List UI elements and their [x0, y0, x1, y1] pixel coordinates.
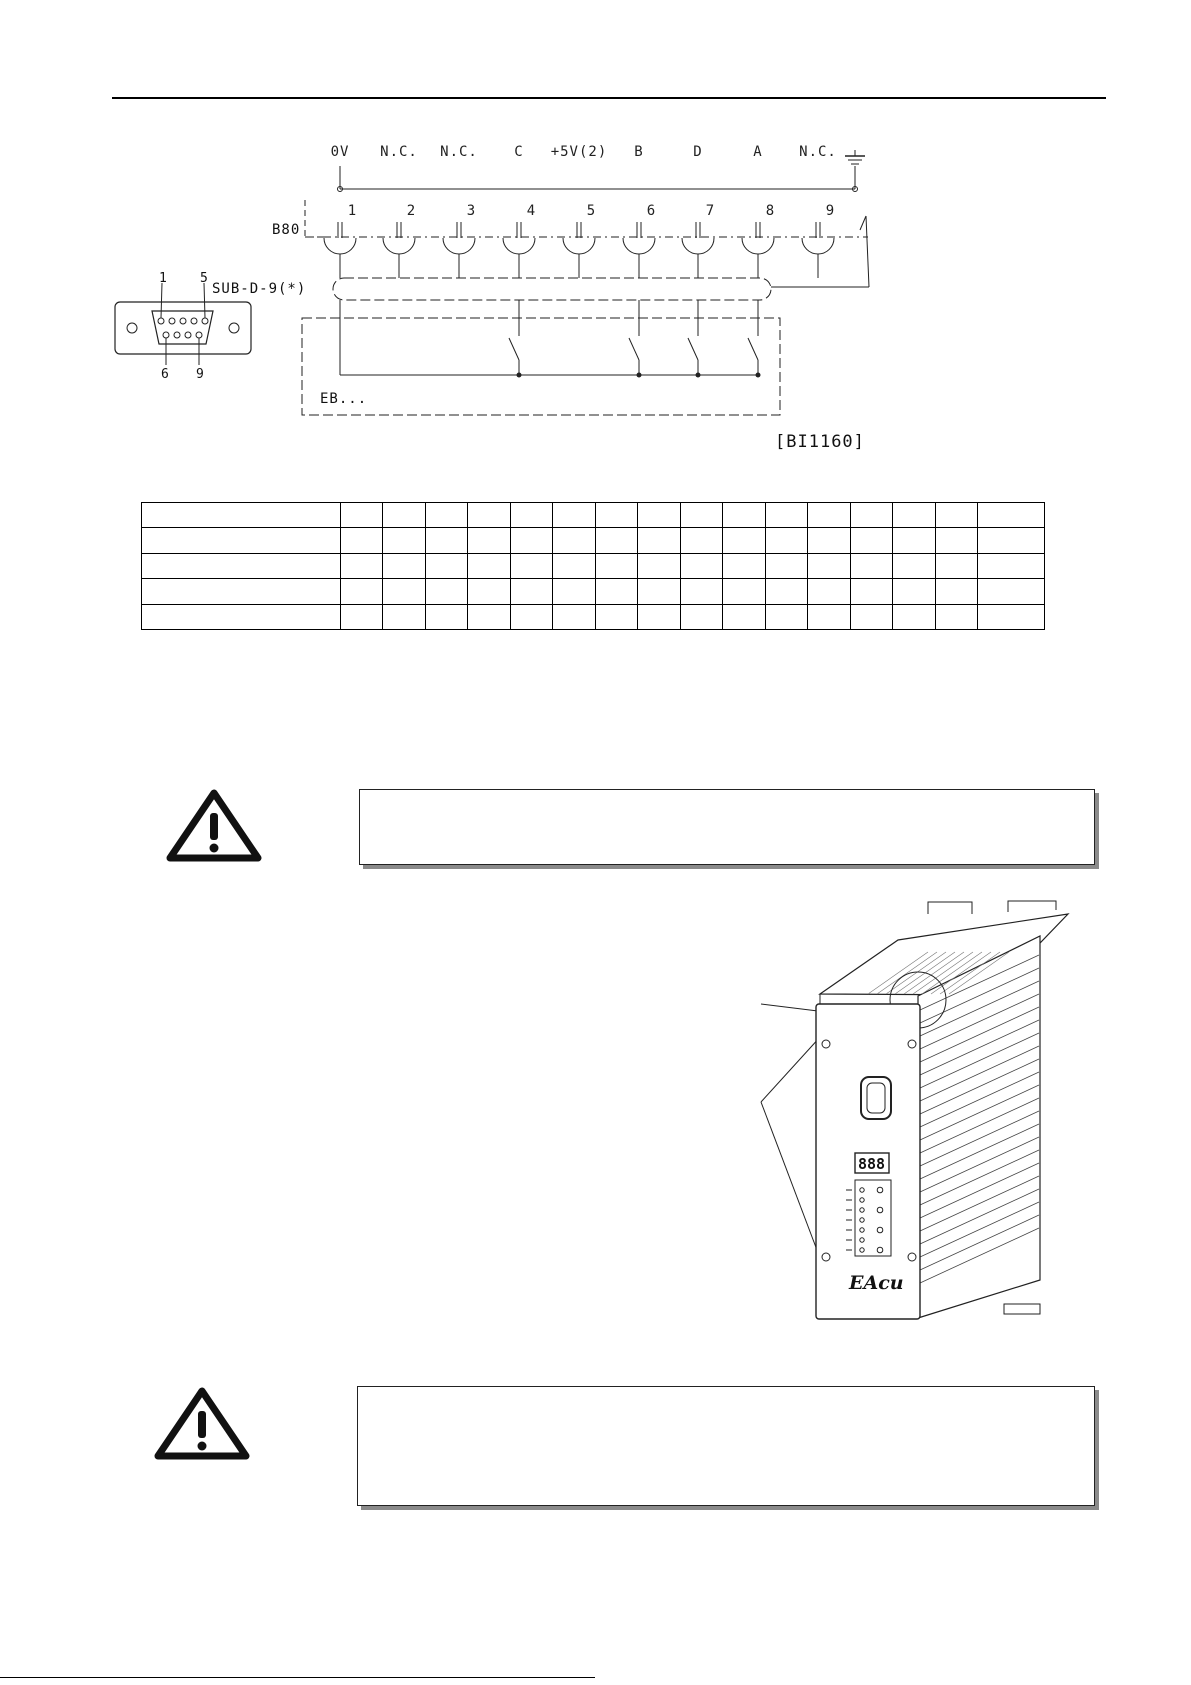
signal-label: D	[693, 144, 703, 160]
table-cell	[766, 553, 808, 578]
signal-label: A	[753, 144, 763, 160]
reference-code: [BI1160]	[775, 432, 865, 452]
table-cell	[511, 604, 553, 629]
table-cell	[893, 604, 936, 629]
table-cell	[638, 528, 681, 553]
table-cell	[142, 579, 341, 604]
table-cell	[851, 553, 893, 578]
warning-note-1	[359, 789, 1095, 865]
table-cell	[426, 528, 468, 553]
device-switches	[509, 300, 761, 378]
ground-symbol-icon	[845, 150, 865, 164]
connector-pins	[324, 222, 834, 375]
table-cell	[341, 579, 383, 604]
device-box	[302, 318, 780, 415]
table-cell	[723, 503, 766, 528]
connector-pin	[443, 222, 475, 278]
table-cell	[893, 579, 936, 604]
table-cell	[468, 579, 511, 604]
signal-label: N.C.	[440, 144, 478, 160]
table-cell	[142, 503, 341, 528]
table-cell	[851, 579, 893, 604]
table-row	[142, 553, 1045, 578]
table-cell	[723, 528, 766, 553]
warning-triangle-icon	[154, 1387, 250, 1460]
table-cell	[808, 553, 851, 578]
table-cell	[596, 528, 638, 553]
signal-label: +5V(2)	[550, 144, 608, 160]
table-cell	[936, 604, 978, 629]
table-cell	[808, 503, 851, 528]
table-cell	[681, 604, 723, 629]
subd-pin-6: 6	[161, 367, 169, 382]
connector-pin	[324, 222, 356, 278]
pin-number-label: 6	[646, 203, 656, 219]
table-cell	[936, 503, 978, 528]
table-cell	[383, 528, 426, 553]
table-cell	[978, 528, 1045, 553]
table-cell	[553, 553, 596, 578]
table-cell	[142, 553, 341, 578]
table-cell	[511, 553, 553, 578]
footer-rule	[0, 1677, 595, 1678]
table-cell	[511, 528, 553, 553]
connector-pin	[623, 222, 655, 278]
table-cell	[553, 503, 596, 528]
table-cell	[638, 604, 681, 629]
subd-label: SUB-D-9(*)	[212, 281, 307, 297]
table-cell	[723, 604, 766, 629]
warning-note-2	[357, 1386, 1095, 1506]
pin-number-label: 7	[705, 203, 715, 219]
table-cell	[766, 604, 808, 629]
table-cell	[808, 528, 851, 553]
table-cell	[426, 579, 468, 604]
connector-pin	[563, 222, 595, 278]
svg-text:888: 888	[858, 1155, 886, 1173]
table-cell	[936, 528, 978, 553]
table-cell	[383, 553, 426, 578]
pin-number-label: 2	[406, 203, 416, 219]
table-cell	[383, 503, 426, 528]
signal-label: N.C.	[380, 144, 418, 160]
table-cell	[468, 553, 511, 578]
table-cell	[638, 503, 681, 528]
connector-pin	[383, 222, 415, 278]
table-cell	[978, 553, 1045, 578]
pin-number-label: 4	[526, 203, 536, 219]
product-illustration	[750, 900, 1070, 1330]
cable-shield	[333, 278, 771, 300]
connector-pin	[503, 222, 535, 278]
junction-dot	[696, 373, 701, 378]
table-cell	[596, 604, 638, 629]
table-cell	[596, 503, 638, 528]
table-row	[142, 528, 1045, 553]
table-cell	[766, 579, 808, 604]
signal-label: N.C.	[799, 144, 837, 160]
signal-labels	[331, 144, 837, 160]
table-cell	[851, 604, 893, 629]
subd-pin-5: 5	[200, 271, 208, 286]
table-cell	[142, 528, 341, 553]
table-cell	[851, 503, 893, 528]
table-cell	[468, 604, 511, 629]
table-cell	[681, 553, 723, 578]
table-cell	[511, 503, 553, 528]
junction-dot	[637, 373, 642, 378]
warning-triangle-icon	[166, 789, 262, 862]
table-cell	[808, 604, 851, 629]
subd-pin-1: 1	[159, 271, 167, 286]
pin-number-label: 9	[825, 203, 835, 219]
table-cell	[468, 503, 511, 528]
table-cell	[681, 503, 723, 528]
table-cell	[468, 528, 511, 553]
table-cell	[766, 503, 808, 528]
table-cell	[681, 528, 723, 553]
table-cell	[553, 528, 596, 553]
table-cell	[723, 553, 766, 578]
table-row	[142, 604, 1045, 629]
table-cell	[383, 579, 426, 604]
pin-number-label: 8	[765, 203, 775, 219]
subd-pin-9: 9	[196, 367, 204, 382]
wiring-diagram	[0, 0, 1191, 480]
table-cell	[341, 604, 383, 629]
table-cell	[978, 604, 1045, 629]
signal-label: C	[514, 144, 524, 160]
table-cell	[553, 579, 596, 604]
connector-pin	[682, 222, 714, 278]
pin-number-labels	[348, 203, 834, 219]
table-cell	[426, 503, 468, 528]
signal-label: B	[634, 144, 644, 160]
signal-label: 0V	[330, 144, 350, 160]
table-cell	[936, 553, 978, 578]
table-row	[142, 503, 1045, 528]
table-cell	[893, 528, 936, 553]
table-cell	[553, 604, 596, 629]
table-cell	[341, 503, 383, 528]
data-table	[141, 502, 1045, 630]
junction-dot	[756, 373, 761, 378]
table-cell	[426, 604, 468, 629]
table-cell	[341, 553, 383, 578]
table-cell	[851, 528, 893, 553]
table-cell	[893, 503, 936, 528]
table-cell	[723, 579, 766, 604]
table-cell	[638, 553, 681, 578]
table-cell	[383, 604, 426, 629]
pin-number-label: 3	[466, 203, 476, 219]
table-cell	[681, 579, 723, 604]
table-cell	[936, 579, 978, 604]
table-cell	[596, 579, 638, 604]
device-label: EB...	[320, 391, 368, 407]
table-cell	[893, 553, 936, 578]
table-cell	[978, 579, 1045, 604]
table-cell	[638, 579, 681, 604]
table-cell	[596, 553, 638, 578]
table-cell	[341, 528, 383, 553]
table-cell	[978, 503, 1045, 528]
connector-label: B80	[272, 222, 301, 238]
brand-logo: EAcu	[849, 1272, 904, 1294]
table-cell	[808, 579, 851, 604]
pin-number-label: 1	[347, 203, 357, 219]
table-row	[142, 579, 1045, 604]
table-cell	[511, 579, 553, 604]
table-cell	[426, 553, 468, 578]
table-cell	[766, 528, 808, 553]
table-cell	[142, 604, 341, 629]
connector-pin	[802, 222, 834, 278]
connector-pin	[742, 222, 774, 278]
junction-dot	[517, 373, 522, 378]
pin-number-label: 5	[586, 203, 596, 219]
